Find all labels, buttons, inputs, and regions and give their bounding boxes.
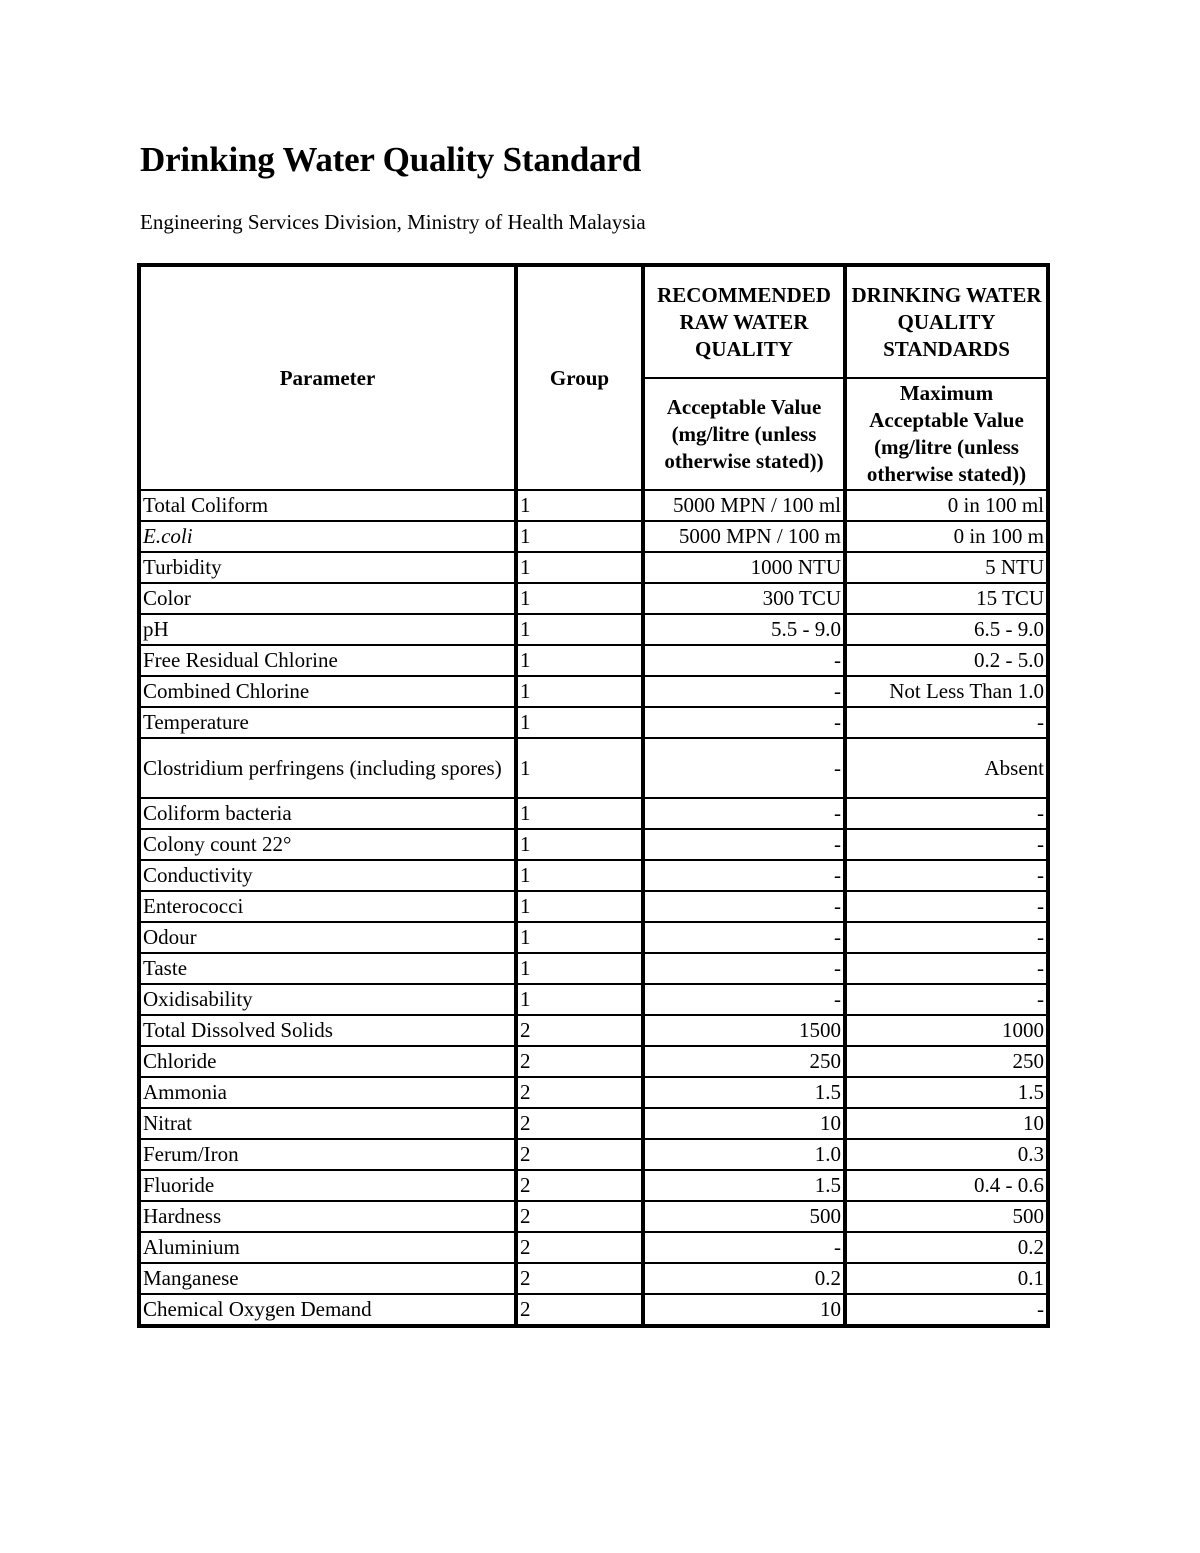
cell-parameter: Ammonia [139, 1077, 516, 1108]
table-row [139, 1263, 1048, 1294]
cell-drinking-value: - [845, 860, 1048, 891]
table-row [139, 1046, 1048, 1077]
cell-raw-value: - [643, 953, 845, 984]
header-raw-water: RECOMMENDED RAW WATER QUALITY [643, 265, 845, 378]
header-drinking-max-value: Maximum Acceptable Value (mg/litre (unless otherwise stated)) [845, 378, 1048, 490]
table-row [139, 490, 1048, 521]
table-header-row [139, 265, 1048, 378]
cell-drinking-value: 1.5 [845, 1077, 1048, 1108]
cell-raw-value: 1000 NTU [643, 552, 845, 583]
table-row [139, 891, 1048, 922]
table-row [139, 953, 1048, 984]
cell-group: 2 [516, 1170, 643, 1201]
cell-parameter: Conductivity [139, 860, 516, 891]
cell-group: 1 [516, 645, 643, 676]
table-row [139, 860, 1048, 891]
cell-parameter: Aluminium [139, 1232, 516, 1263]
cell-parameter: Hardness [139, 1201, 516, 1232]
cell-raw-value: 10 [643, 1294, 845, 1326]
cell-raw-value: - [643, 798, 845, 829]
cell-parameter: pH [139, 614, 516, 645]
cell-raw-value: - [643, 738, 845, 798]
cell-parameter: Temperature [139, 707, 516, 738]
table-row [139, 1108, 1048, 1139]
cell-raw-value: - [643, 984, 845, 1015]
cell-drinking-value: 15 TCU [845, 583, 1048, 614]
cell-raw-value: - [643, 1232, 845, 1263]
cell-parameter: Enterococci [139, 891, 516, 922]
table-row [139, 614, 1048, 645]
cell-raw-value: 1500 [643, 1015, 845, 1046]
cell-group: 1 [516, 953, 643, 984]
cell-drinking-value: 6.5 - 9.0 [845, 614, 1048, 645]
cell-parameter: Oxidisability [139, 984, 516, 1015]
cell-raw-value: 5000 MPN / 100 m [643, 521, 845, 552]
cell-drinking-value: - [845, 891, 1048, 922]
table-row [139, 798, 1048, 829]
table-row [139, 738, 1048, 798]
table-row [139, 1232, 1048, 1263]
cell-group: 2 [516, 1077, 643, 1108]
cell-group: 2 [516, 1232, 643, 1263]
table-row [139, 552, 1048, 583]
cell-parameter: Total Coliform [139, 490, 516, 521]
cell-group: 2 [516, 1201, 643, 1232]
table-row [139, 1201, 1048, 1232]
cell-parameter: Chemical Oxygen Demand [139, 1294, 516, 1326]
cell-drinking-value: 0.4 - 0.6 [845, 1170, 1048, 1201]
cell-drinking-value: - [845, 922, 1048, 953]
cell-group: 1 [516, 521, 643, 552]
cell-raw-value: 1.0 [643, 1139, 845, 1170]
cell-group: 2 [516, 1294, 643, 1326]
cell-group: 1 [516, 922, 643, 953]
cell-parameter: Total Dissolved Solids [139, 1015, 516, 1046]
cell-drinking-value: 1000 [845, 1015, 1048, 1046]
table-row [139, 583, 1048, 614]
cell-raw-value: - [643, 676, 845, 707]
header-raw-acceptable-value: Acceptable Value (mg/litre (unless otherwise stated)) [643, 378, 845, 490]
cell-raw-value: 1.5 [643, 1170, 845, 1201]
cell-drinking-value: 0.1 [845, 1263, 1048, 1294]
cell-parameter: Manganese [139, 1263, 516, 1294]
page-title: Drinking Water Quality Standard [140, 140, 642, 179]
cell-group: 1 [516, 614, 643, 645]
cell-drinking-value: 500 [845, 1201, 1048, 1232]
table-row [139, 1139, 1048, 1170]
cell-parameter: Coliform bacteria [139, 798, 516, 829]
table-row [139, 829, 1048, 860]
table-row [139, 1015, 1048, 1046]
header-group: Group [516, 265, 643, 490]
cell-raw-value: - [643, 707, 845, 738]
cell-parameter: Turbidity [139, 552, 516, 583]
cell-raw-value: - [643, 891, 845, 922]
cell-parameter: Ferum/Iron [139, 1139, 516, 1170]
page-subtitle: Engineering Services Division, Ministry of Health Malaysia [140, 210, 646, 234]
cell-raw-value: 0.2 [643, 1263, 845, 1294]
cell-drinking-value: - [845, 984, 1048, 1015]
cell-raw-value: - [643, 922, 845, 953]
cell-drinking-value: 0.2 - 5.0 [845, 645, 1048, 676]
cell-drinking-value: 0 in 100 ml [845, 490, 1048, 521]
cell-raw-value: - [643, 829, 845, 860]
cell-group: 2 [516, 1046, 643, 1077]
cell-group: 1 [516, 490, 643, 521]
cell-parameter: Free Residual Chlorine [139, 645, 516, 676]
cell-raw-value: 300 TCU [643, 583, 845, 614]
header-parameter: Parameter [139, 265, 516, 490]
table-row [139, 922, 1048, 953]
cell-raw-value: 250 [643, 1046, 845, 1077]
cell-raw-value: 1.5 [643, 1077, 845, 1108]
cell-group: 1 [516, 552, 643, 583]
table-row [139, 1294, 1048, 1326]
cell-drinking-value: 5 NTU [845, 552, 1048, 583]
cell-group: 1 [516, 583, 643, 614]
cell-raw-value: - [643, 645, 845, 676]
water-quality-table [137, 263, 1050, 1328]
cell-parameter: Nitrat [139, 1108, 516, 1139]
table-row [139, 984, 1048, 1015]
cell-drinking-value: - [845, 707, 1048, 738]
cell-raw-value: 5.5 - 9.0 [643, 614, 845, 645]
cell-drinking-value: 250 [845, 1046, 1048, 1077]
cell-raw-value: 10 [643, 1108, 845, 1139]
cell-raw-value: 5000 MPN / 100 ml [643, 490, 845, 521]
cell-parameter: Odour [139, 922, 516, 953]
cell-parameter: Taste [139, 953, 516, 984]
cell-parameter: Combined Chlorine [139, 676, 516, 707]
table-row [139, 645, 1048, 676]
cell-drinking-value: 0.3 [845, 1139, 1048, 1170]
cell-parameter: Colony count 22° [139, 829, 516, 860]
cell-group: 2 [516, 1263, 643, 1294]
cell-drinking-value: 0 in 100 m [845, 521, 1048, 552]
cell-group: 1 [516, 798, 643, 829]
table-row [139, 521, 1048, 552]
cell-parameter: Chloride [139, 1046, 516, 1077]
cell-group: 2 [516, 1015, 643, 1046]
cell-drinking-value: Not Less Than 1.0 [845, 676, 1048, 707]
table-row [139, 1077, 1048, 1108]
cell-group: 2 [516, 1108, 643, 1139]
cell-drinking-value: Absent [845, 738, 1048, 798]
cell-group: 1 [516, 707, 643, 738]
header-drinking-water: DRINKING WATER QUALITY STANDARDS [845, 265, 1048, 378]
cell-group: 2 [516, 1139, 643, 1170]
cell-drinking-value: - [845, 798, 1048, 829]
cell-parameter: Color [139, 583, 516, 614]
cell-group: 1 [516, 829, 643, 860]
cell-drinking-value: - [845, 1294, 1048, 1326]
cell-parameter: Clostridium perfringens (including spores) [139, 738, 516, 798]
cell-group: 1 [516, 676, 643, 707]
table-body [139, 490, 1048, 1326]
cell-raw-value: - [643, 860, 845, 891]
cell-parameter: E.coli [139, 521, 516, 552]
table-row [139, 707, 1048, 738]
cell-group: 1 [516, 738, 643, 798]
table-row [139, 1170, 1048, 1201]
cell-group: 1 [516, 891, 643, 922]
cell-group: 1 [516, 860, 643, 891]
cell-drinking-value: - [845, 829, 1048, 860]
cell-parameter: Fluoride [139, 1170, 516, 1201]
table-row [139, 676, 1048, 707]
cell-group: 1 [516, 984, 643, 1015]
cell-drinking-value: - [845, 953, 1048, 984]
cell-drinking-value: 0.2 [845, 1232, 1048, 1263]
cell-drinking-value: 10 [845, 1108, 1048, 1139]
cell-raw-value: 500 [643, 1201, 845, 1232]
